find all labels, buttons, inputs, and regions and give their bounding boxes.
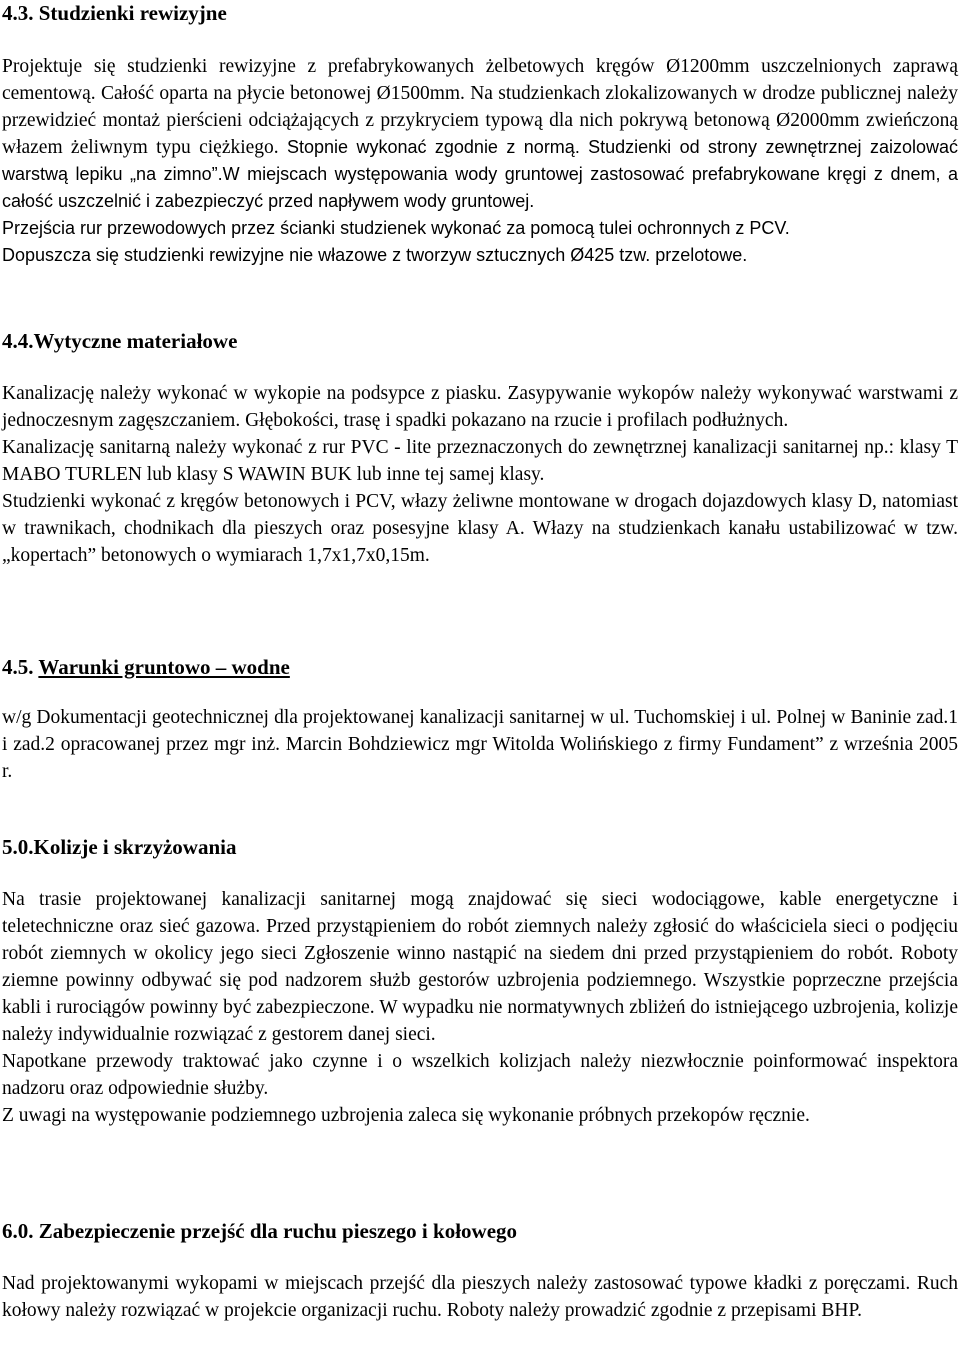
section-5-0-body — [2, 886, 958, 1129]
paragraph: Nad projektowanymi wykopami w miejscach przejść dla pieszych należy zastosować typowe kładki z poręczami. Ruch kołowy należy rozwiązać w projekcie organizacji ruchu. Roboty należy prowadzić zgodnie z przepisami BHP. — [2, 1273, 958, 1321]
section-4-5 — [2, 654, 958, 680]
paragraph: Studzienki wykonać z kręgów betonowych i PCV, włazy żeliwne montowane w drogach dojazdowych klasy D, natomiast w trawnikach, chodnikach dla pieszych oraz posesyjne klasy A. Włazy na studzienkach kanału ustabilizować w tzw. „kopertach” betonowych o wymiarach 1,7x1,7x0,15m. — [2, 491, 958, 566]
heading-4-5 — [2, 654, 958, 680]
section-6-0-body — [2, 1270, 958, 1324]
section-4-3-body — [2, 53, 958, 269]
section-5-0 — [2, 834, 958, 860]
section-4-4 — [2, 328, 958, 354]
text-run: Projektuje się studzienki rewizyjne z prefabrykowanych żelbetowych kręgów Ø1200mm uszczelnionych zaprawą cementową. Całość oparta na płycie betonowej Ø1500mm. Na studzienkach zlokalizowanych w drodze publicznej należy przewidzieć montaż pierścieni odciążających z przykryciem typową dla nich pokrywą betonową Ø2000mm zwieńczoną włazem żeliwnym typu ciężkiego. — [2, 56, 958, 158]
text-run: Stopnie wykonać zgodnie z normą. — [286, 137, 580, 157]
text-run: Studzienki od strony zewnętrznej zaizolować warstwą lepiku „na zimno”.W miejscach występowania wody gruntowej zastosować prefabrykowane kręgi z dnem, a całość uszczelnić i zabezpieczyć przed napływem wody gruntowej. — [2, 137, 958, 211]
paragraph: w/g Dokumentacji geotechnicznej dla projektowanej kanalizacji sanitarnej w ul. Tuchomskiej i ul. Polnej w Baninie zad.1 i zad.2 opracowanej przez mgr inż. Marcin Bohdziewicz mgr Witolda Wolińskiego z firmy Fundament” z września 2005 r. — [2, 707, 958, 782]
paragraph — [2, 53, 958, 215]
paragraph: Kanalizację należy wykonać w wykopie na podsypce z piasku. Zasypywanie wykopów należy wykonywać warstwami z jednoczesnym zagęszczaniem. Głębokości, trasę i spadki pokazano na rzucie i profilach podłużnych. — [2, 383, 958, 431]
heading-number: 4.5. — [2, 655, 34, 679]
paragraph: Dopuszcza się studzienki rewizyjne nie włazowe z tworzyw sztucznych Ø425 tzw. przelotowe. — [2, 245, 748, 265]
heading-5-0: 5.0.Kolizje i skrzyżowania — [2, 835, 237, 859]
paragraph: Kanalizację sanitarną należy wykonać z rur PVC - lite przeznaczonych do zewnętrznej kanalizacji sanitarnej np.: klasy T MABO TURLEN lub klasy S WAWIN BUK lub inne tej samej klasy. — [2, 437, 958, 485]
heading-4-3: 4.3. Studzienki rewizyjne — [2, 1, 227, 25]
paragraph: Napotkane przewody traktować jako czynne i o wszelkich kolizjach należy niezwłocznie poinformować inspektora nadzoru oraz odpowiednie służby. — [2, 1051, 958, 1099]
paragraph: Przejścia rur przewodowych przez ścianki studzienek wykonać za pomocą tulei ochronnych z PCV. — [2, 218, 790, 238]
paragraph: Na trasie projektowanej kanalizacji sanitarnej mogą znajdować się sieci wodociągowe, kable energetyczne i teletechniczne oraz sieć gazowa. Przed przystąpieniem do robót ziemnych należy zgłosić do właściciela sieci o podjęciu robót ziemnych w okolicy jego sieci Zgłoszenie winno nastąpić na siedem dni przed przystąpieniem do robót. Roboty ziemne powinny odbywać się pod nadzorem służb gestorów uzbrojenia podziemnego. Wszystkie poprzeczne przejścia kabli i rurociągów powinny być zabezpieczone. W wypadku nie normatywnych zbliżeń do istniejącego uzbrojenia, kolizje należy indywidualnie rozwiązać z gestorem danej sieci. — [2, 889, 958, 1045]
section-6-0 — [2, 1218, 958, 1244]
heading-4-4: 4.4.Wytyczne materiałowe — [2, 329, 238, 353]
section-4-4-body — [2, 380, 958, 569]
paragraph: Z uwagi na występowanie podziemnego uzbrojenia zaleca się wykonanie próbnych przekopów ręcznie. — [2, 1105, 810, 1126]
heading-6-0: 6.0. Zabezpieczenie przejść dla ruchu pieszego i kołowego — [2, 1219, 518, 1243]
heading-title: Warunki gruntowo – wodne — [38, 655, 290, 679]
section-4-5-body — [2, 704, 958, 785]
section-4-3 — [2, 0, 958, 26]
